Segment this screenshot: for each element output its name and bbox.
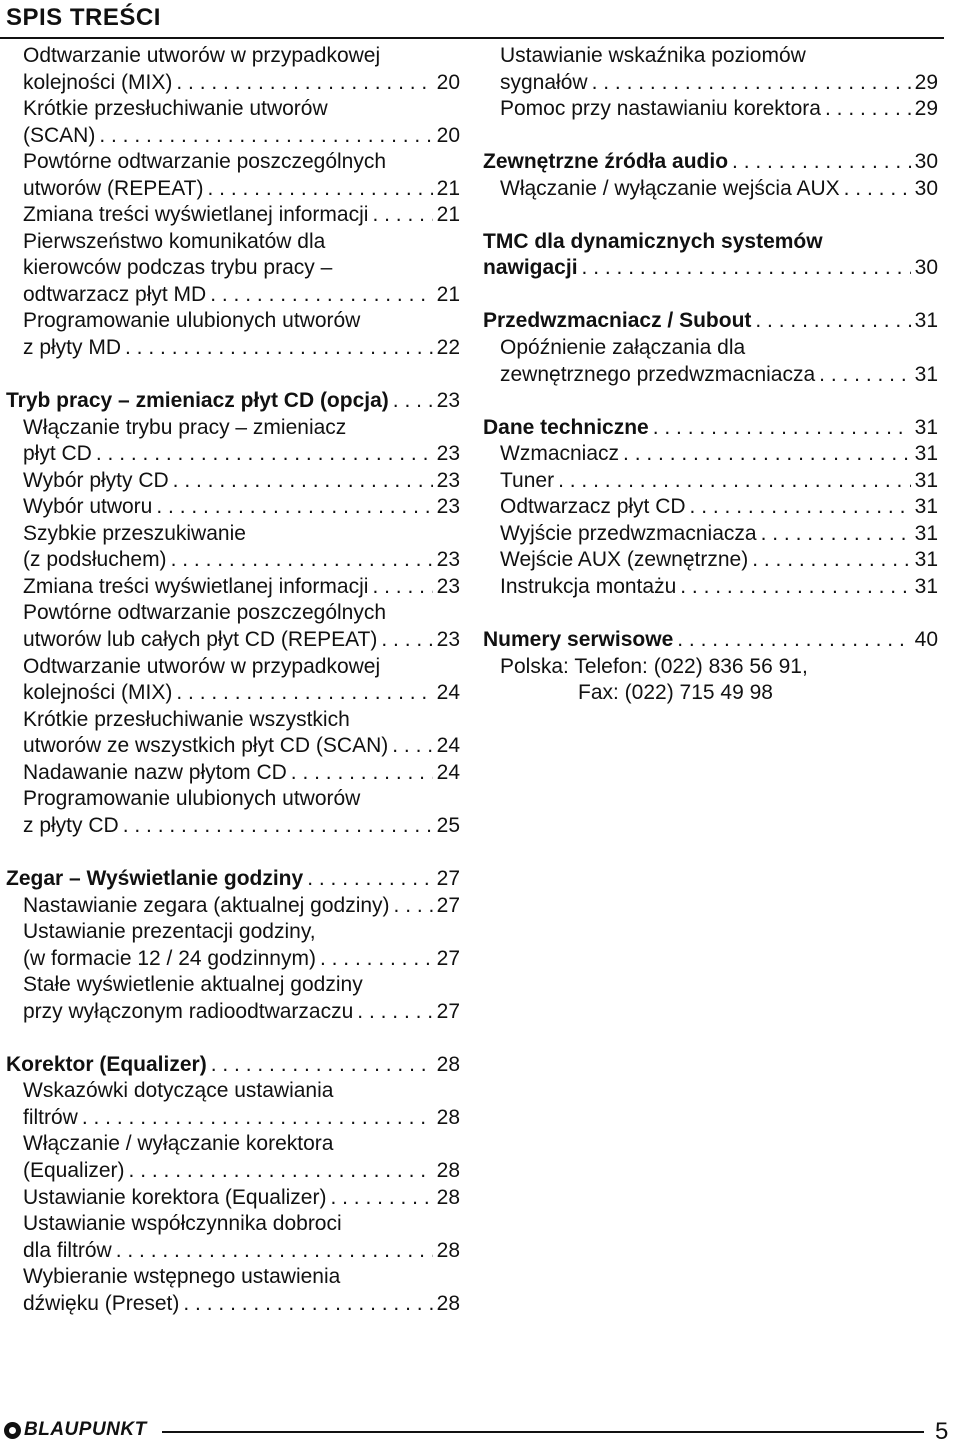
- toc-page-number: 24: [436, 760, 460, 784]
- toc-entry-text: zewnętrznego przedwzmacniacza: [500, 362, 816, 386]
- toc-entry-text: kolejności (MIX): [23, 681, 173, 705]
- toc-entry-text: Odtwarzanie utworów w przypadkowej: [23, 654, 381, 678]
- dot-leader: [172, 680, 432, 707]
- toc-entry: [6, 1264, 460, 1291]
- toc-entry: [6, 521, 460, 548]
- dot-leader: [751, 308, 910, 335]
- toc-entry-text: Fax: (022) 715 49 98: [578, 681, 773, 705]
- toc-entry-text: (Equalizer): [23, 1158, 125, 1182]
- toc-page-number: 27: [436, 946, 460, 970]
- dot-leader: [179, 1291, 432, 1318]
- toc-entry-text: Wejście AUX (zewnętrzne): [500, 548, 749, 572]
- toc-entry: [483, 574, 938, 601]
- toc-entry-text: filtrów: [23, 1105, 78, 1129]
- toc-entry-text: Instrukcja montażu: [500, 574, 677, 598]
- toc-entry-text: Nadawanie nazw płytom CD: [23, 760, 287, 784]
- toc-entry: [6, 202, 460, 229]
- dot-leader: [112, 1238, 433, 1265]
- toc-section-heading: [483, 308, 938, 335]
- toc-page-number: 20: [436, 70, 460, 94]
- toc-section-heading: [6, 866, 460, 893]
- toc-page-number: 31: [914, 362, 938, 386]
- toc-entry: [483, 335, 938, 362]
- toc-page-number: 28: [436, 1105, 460, 1129]
- toc-page-number: 29: [914, 70, 938, 94]
- logo-circle-icon: [4, 1422, 21, 1439]
- toc-entry: [483, 468, 938, 495]
- toc-entry: [6, 255, 460, 282]
- dot-leader: [167, 547, 433, 574]
- toc-page-number: 28: [436, 1238, 460, 1262]
- toc-entry: [6, 308, 460, 335]
- toc-spacer: [483, 388, 938, 415]
- toc-entry: [6, 786, 460, 813]
- toc-page-number: 27: [436, 999, 460, 1023]
- toc-entry-text: z płyty CD: [23, 813, 119, 837]
- toc-entry-text: Ustawianie wskaźnika poziomów: [500, 44, 806, 67]
- toc-entry: [6, 1078, 460, 1105]
- toc-entry-text: Odtwarzanie utworów w przypadkowej: [23, 44, 381, 67]
- dot-leader: [748, 547, 910, 574]
- toc-entry: [6, 1238, 460, 1265]
- toc-page-number: 24: [436, 681, 460, 705]
- toc-entry-text: Wyjście przedwzmacniacza: [500, 521, 757, 545]
- toc-entry: [483, 176, 938, 203]
- dot-leader: [840, 176, 911, 203]
- dot-leader: [169, 468, 433, 495]
- toc-entry-text: Zewnętrzne źródła audio: [483, 150, 729, 174]
- page-title: SPIS TREŚCI: [6, 4, 161, 31]
- toc-entry-text: Polska: Telefon: (022) 836 56 91,: [500, 654, 808, 678]
- toc-entry: [6, 1291, 460, 1318]
- toc-entry: [6, 547, 460, 574]
- toc-entry: [6, 680, 460, 707]
- toc-page-number: 30: [914, 256, 938, 280]
- toc-page-number: 28: [436, 1052, 460, 1076]
- toc-entry-text: Zmiana treści wyświetlanej informacji: [23, 574, 369, 598]
- toc-entry: [6, 919, 460, 946]
- toc-section-heading: [6, 388, 460, 415]
- toc-entry-text: Tryb pracy – zmieniacz płyt CD (opcja): [6, 389, 389, 413]
- dot-leader: [78, 1105, 433, 1132]
- dot-leader: [119, 813, 433, 840]
- toc-entry-text: Nastawianie zegara (aktualnej godziny): [23, 893, 390, 917]
- dot-leader: [172, 70, 432, 97]
- toc-page-number: 28: [436, 1158, 460, 1182]
- toc-entry-text: z płyty MD: [23, 336, 122, 360]
- toc-page-number: 40: [914, 628, 938, 652]
- toc-section-heading: [483, 149, 938, 176]
- toc-entry: [6, 946, 460, 973]
- toc-entry-text: dla filtrów: [23, 1238, 112, 1262]
- toc-page-number: 23: [436, 389, 460, 413]
- toc-page-number: 27: [436, 866, 460, 890]
- toc-spacer: [483, 123, 938, 150]
- dot-leader: [377, 627, 432, 654]
- dot-leader: [686, 494, 911, 521]
- toc-entry: [483, 494, 938, 521]
- toc-entry: [483, 654, 938, 681]
- toc-section-heading: [6, 1052, 460, 1079]
- toc-entry-text: Wskazówki dotyczące ustawiania: [23, 1079, 334, 1103]
- dot-leader: [676, 574, 910, 601]
- toc-entry-text: Ustawianie współczynnika dobroci: [23, 1212, 342, 1236]
- toc-section-heading: [483, 229, 938, 256]
- toc-entry: [6, 999, 460, 1026]
- toc-entry-text: Programowanie ulubionych utworów: [23, 787, 361, 811]
- toc-page-number: 25: [436, 813, 460, 837]
- toc-entry-text: TMC dla dynamicznych systemów: [483, 229, 823, 253]
- dot-leader: [206, 282, 432, 309]
- toc-entry: [6, 176, 460, 203]
- toc-page-number: 21: [436, 282, 460, 306]
- dot-leader: [207, 1052, 433, 1079]
- dot-leader: [390, 893, 433, 920]
- toc-entry-text: Ustawianie prezentacji godziny,: [23, 920, 316, 944]
- toc-entry-text: Krótkie przesłuchiwanie wszystkich: [23, 707, 350, 731]
- toc-entry-text: Pierwszeństwo komunikatów dla: [23, 229, 326, 253]
- dot-leader: [121, 335, 433, 362]
- toc-entry-text: nawigacji: [483, 256, 578, 280]
- toc-entry: [6, 972, 460, 999]
- dot-leader: [728, 149, 911, 176]
- toc-entry: [6, 574, 460, 601]
- toc-entry: [6, 441, 460, 468]
- toc-page-number: 31: [914, 495, 938, 519]
- toc-spacer: [6, 1025, 460, 1052]
- toc-entry: [6, 627, 460, 654]
- dot-leader: [821, 96, 911, 123]
- toc-entry-text: Przedwzmacniacz / Subout: [483, 309, 752, 333]
- dot-leader: [326, 1185, 432, 1212]
- toc-entry: [483, 362, 938, 389]
- toc-page-number: 22: [436, 336, 460, 360]
- toc-entry: [6, 229, 460, 256]
- toc-entry: [6, 733, 460, 760]
- toc-entry: [6, 813, 460, 840]
- toc-entry: [483, 521, 938, 548]
- toc-page-number: 31: [914, 415, 938, 439]
- toc-page-number: 31: [914, 309, 938, 333]
- toc-page-number: 29: [914, 97, 938, 121]
- toc-entry-text: kierowców podczas trybu pracy –: [23, 256, 333, 280]
- toc-entry-text: Wybór płyty CD: [23, 468, 169, 492]
- toc-page-number: 31: [914, 574, 938, 598]
- toc-entry: [6, 123, 460, 150]
- toc-entry: [6, 654, 460, 681]
- toc-entry-text: Włączanie trybu pracy – zmieniacz: [23, 415, 347, 439]
- toc-entry-text: Włączanie / wyłączanie wejścia AUX: [500, 176, 840, 200]
- toc-page-number: 31: [914, 468, 938, 492]
- toc-entry-text: płyt CD: [23, 442, 92, 466]
- toc-entry-text: Opóźnienie załączania dla: [500, 336, 746, 360]
- toc-entry: [6, 415, 460, 442]
- toc-entry-text: Wzmacniacz: [500, 442, 620, 466]
- toc-page-number: 30: [914, 150, 938, 174]
- toc-entry: [6, 70, 460, 97]
- toc-right-column: [483, 43, 938, 707]
- toc-section-heading: [483, 255, 938, 282]
- toc-page-number: 23: [436, 628, 460, 652]
- toc-entry-text: utworów ze wszystkich płyt CD (SCAN): [23, 734, 389, 758]
- dot-leader: [673, 627, 910, 654]
- dot-leader: [757, 521, 911, 548]
- dot-leader: [588, 70, 911, 97]
- toc-page-number: 20: [436, 123, 460, 147]
- toc-entry-text: przy wyłączonym radioodtwarzaczu: [23, 999, 354, 1023]
- dot-leader: [578, 255, 911, 282]
- toc-entry-text: utworów (REPEAT): [23, 176, 204, 200]
- toc-entry: [6, 600, 460, 627]
- toc-entry-text: Stałe wyświetlenie aktualnej godziny: [23, 973, 363, 997]
- dot-leader: [353, 999, 432, 1026]
- toc-entry-text: Numery serwisowe: [483, 628, 674, 652]
- toc-entry: [6, 1105, 460, 1132]
- toc-section-heading: [483, 627, 938, 654]
- dot-leader: [368, 574, 432, 601]
- dot-leader: [152, 494, 432, 521]
- toc-entry-text: Korektor (Equalizer): [6, 1052, 207, 1076]
- toc-section-heading: [483, 415, 938, 442]
- toc-entry-text: Powtórne odtwarzanie poszczególnych: [23, 601, 387, 625]
- toc-entry-text: Powtórne odtwarzanie poszczególnych: [23, 150, 387, 174]
- dot-leader: [303, 866, 432, 893]
- toc-entry: [6, 494, 460, 521]
- toc-entry: [6, 335, 460, 362]
- toc-entry-text: Krótkie przesłuchiwanie utworów: [23, 97, 328, 121]
- toc-spacer: [483, 202, 938, 229]
- toc-entry-text: Dane techniczne: [483, 415, 649, 439]
- toc-entry-text: Wybór utworu: [23, 495, 153, 519]
- dot-leader: [287, 760, 433, 787]
- dot-leader: [388, 733, 432, 760]
- toc-entry: [483, 43, 938, 70]
- toc-spacer: [483, 282, 938, 309]
- toc-entry-text: dźwięku (Preset): [23, 1291, 180, 1315]
- dot-leader: [125, 1158, 433, 1185]
- toc-page-number: 31: [914, 548, 938, 572]
- toc-entry: [6, 96, 460, 123]
- toc-page-number: 28: [436, 1185, 460, 1209]
- brand-name: BLAUPUNKT: [24, 1419, 147, 1440]
- dot-leader: [815, 362, 910, 389]
- toc-page-number: 23: [436, 468, 460, 492]
- dot-leader: [649, 415, 911, 442]
- toc-entry: [6, 760, 460, 787]
- toc-entry: [6, 1211, 460, 1238]
- toc-entry-text: Pomoc przy nastawianiu korektora: [500, 97, 821, 121]
- toc-entry: [6, 468, 460, 495]
- toc-entry: [483, 441, 938, 468]
- toc-entry-text: Szybkie przeszukiwanie: [23, 521, 246, 545]
- toc-entry-text: (z podsłuchem): [23, 548, 167, 572]
- page-number: 5: [935, 1418, 949, 1445]
- toc-entry-text: Programowanie ulubionych utworów: [23, 309, 361, 333]
- dot-leader: [95, 123, 432, 150]
- toc-left-column: [6, 43, 460, 1317]
- toc-spacer: [6, 362, 460, 389]
- toc-entry-text: Ustawianie korektora (Equalizer): [23, 1185, 327, 1209]
- toc-entry-text: Tuner: [500, 468, 555, 492]
- footer-divider: [162, 1431, 924, 1433]
- toc-entry-text: (SCAN): [23, 123, 96, 147]
- toc-page-number: 31: [914, 521, 938, 545]
- dot-leader: [203, 176, 432, 203]
- toc-entry-text: utworów lub całych płyt CD (REPEAT): [23, 628, 378, 652]
- toc-entry: [6, 893, 460, 920]
- toc-entry: [6, 43, 460, 70]
- toc-entry-text: Odtwarzacz płyt CD: [500, 495, 686, 519]
- toc-entry-text: kolejności (MIX): [23, 70, 173, 94]
- dot-leader: [92, 441, 433, 468]
- toc-entry: [483, 680, 938, 707]
- toc-page-number: 23: [436, 442, 460, 466]
- toc-page-number: 31: [914, 442, 938, 466]
- toc-entry-text: Wybieranie wstępnego ustawienia: [23, 1265, 341, 1289]
- brand-logo: [4, 1419, 147, 1441]
- toc-entry-text: odtwarzacz płyt MD: [23, 282, 207, 306]
- toc-page-number: 28: [436, 1291, 460, 1315]
- dot-leader: [389, 388, 433, 415]
- toc-entry-text: Zmiana treści wyświetlanej informacji: [23, 203, 369, 227]
- toc-page-number: 30: [914, 176, 938, 200]
- toc-spacer: [483, 600, 938, 627]
- toc-entry: [6, 149, 460, 176]
- toc-page-number: 23: [436, 495, 460, 519]
- dot-leader: [368, 202, 432, 229]
- dot-leader: [619, 441, 911, 468]
- toc-page-number: 23: [436, 548, 460, 572]
- toc-entry: [483, 70, 938, 97]
- dot-leader: [554, 468, 911, 495]
- toc-page-number: 23: [436, 574, 460, 598]
- toc-entry: [6, 282, 460, 309]
- dot-leader: [316, 946, 433, 973]
- toc-page-number: 24: [436, 734, 460, 758]
- toc-entry: [6, 1158, 460, 1185]
- toc-entry: [483, 96, 938, 123]
- toc-entry-text: Zegar – Wyświetlanie godziny: [6, 866, 304, 890]
- toc-page-number: 21: [436, 203, 460, 227]
- toc-entry: [6, 1131, 460, 1158]
- toc-entry: [6, 707, 460, 734]
- toc-spacer: [6, 839, 460, 866]
- toc-entry-text: Włączanie / wyłączanie korektora: [23, 1132, 334, 1156]
- toc-page-number: 21: [436, 176, 460, 200]
- title-divider: [0, 37, 944, 39]
- toc-entry-text: sygnałów: [500, 70, 588, 94]
- toc-entry-text: (w formacie 12 / 24 godzinnym): [23, 946, 316, 970]
- toc-page-number: 27: [436, 893, 460, 917]
- toc-entry: [6, 1185, 460, 1212]
- toc-entry: [483, 547, 938, 574]
